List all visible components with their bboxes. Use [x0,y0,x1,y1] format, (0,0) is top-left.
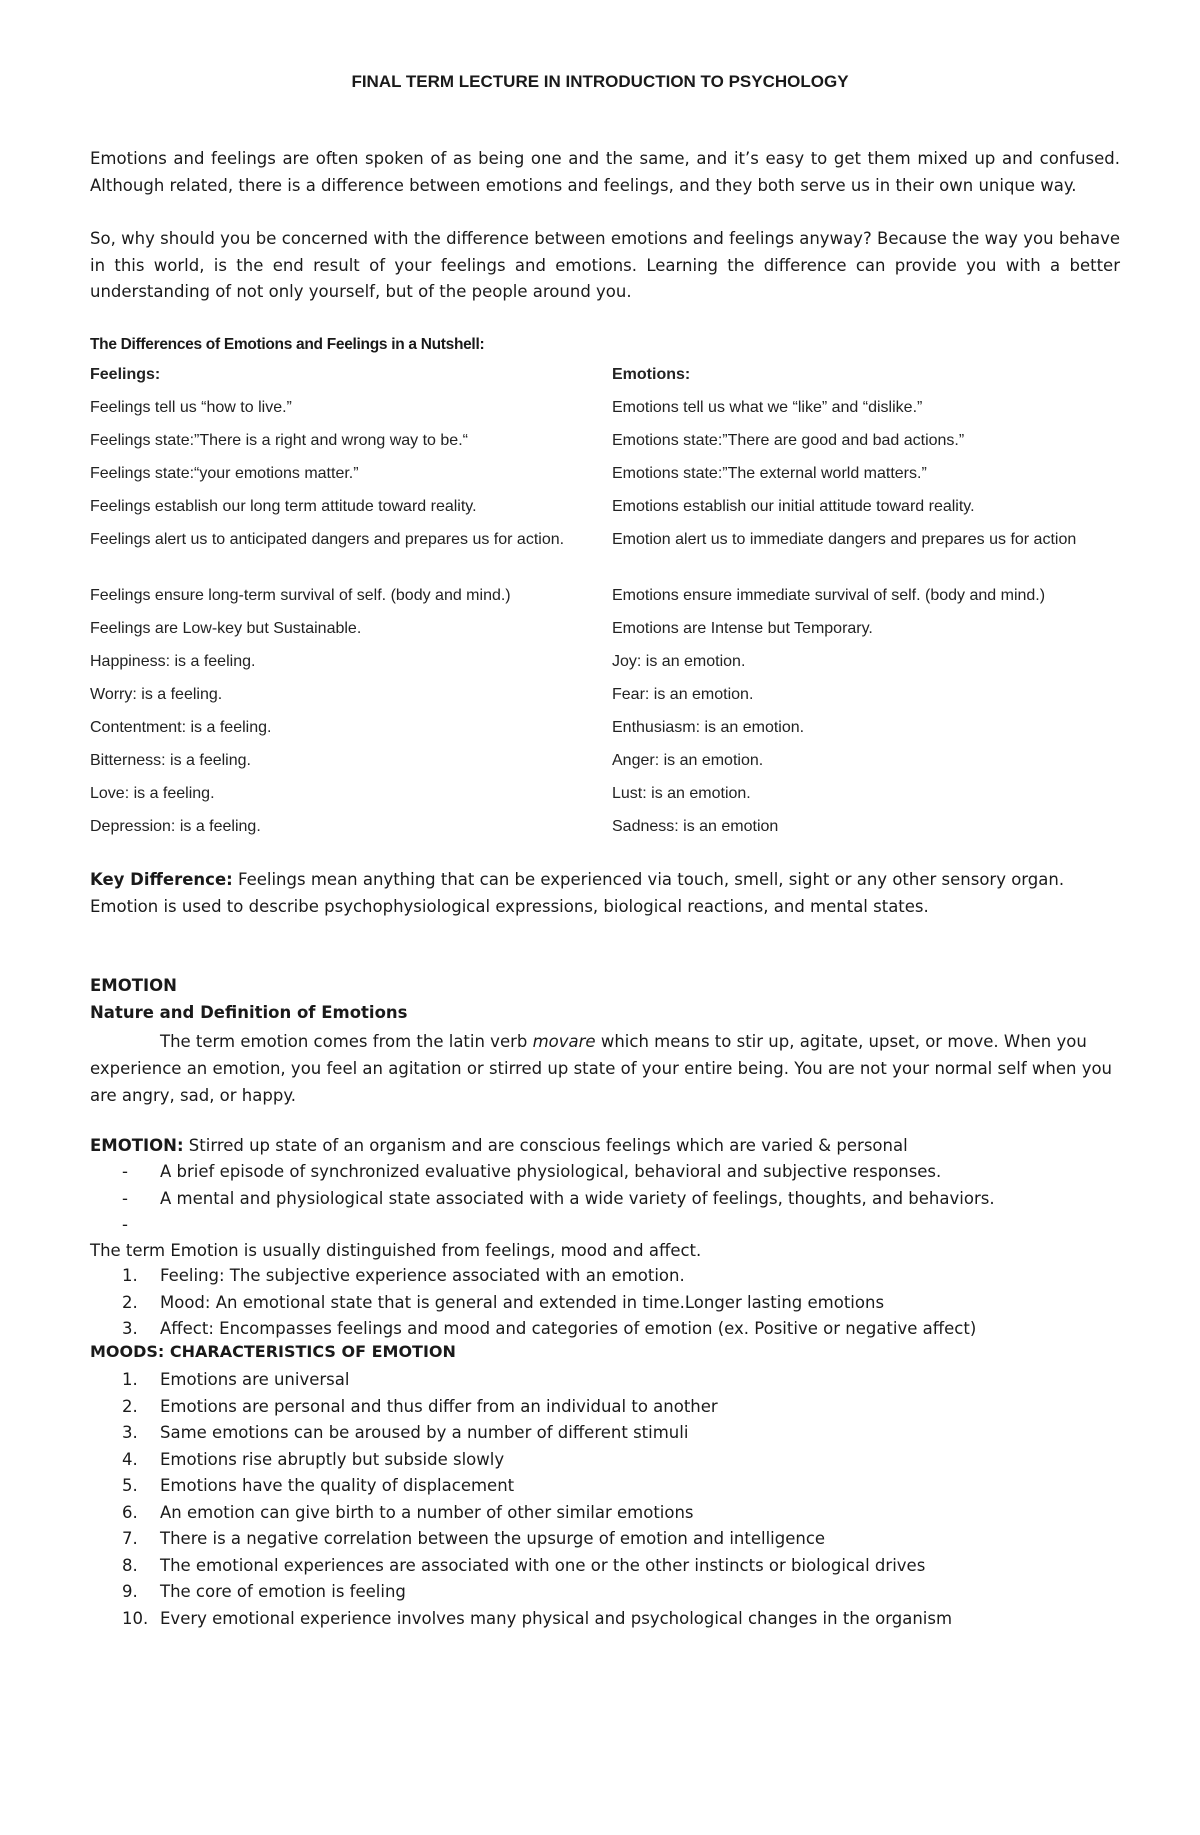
emotions-item: Emotions state:”The external world matters.” [612,465,927,482]
moods-heading: MOODS: CHARACTERISTICS OF EMOTION [90,1342,456,1361]
emotions-item: Lust: is an emotion. [612,785,751,802]
nature-text-start: The term emotion comes from the latin verb [160,1032,533,1051]
emotions-item: Enthusiasm: is an emotion. [612,719,805,736]
feelings-item: Happiness: is a feeling. [90,653,256,670]
list-item: - A mental and physiological state associated with a wide variety of feelings, thoughts, and behaviors. [90,1186,1120,1213]
key-difference-text: Feelings mean anything that can be experienced via touch, smell, sight or any other sensory organ. Emotion is used to describe psychophysiological expressions, biological reactions, and mental states. [90,870,1065,916]
distinguish-text: The term Emotion is usually distinguished from feelings, mood and affect. [90,1241,702,1260]
list-item: 5. Emotions have the quality of displacement [122,1476,515,1495]
emotions-item: Emotions state:”There are good and bad actions.” [612,432,965,449]
list-item: 8. The emotional experiences are associated with one or the other instincts or biological drives [122,1555,926,1575]
emotions-header: Emotions: [612,366,691,383]
dash-marker: - [122,1188,128,1208]
list-item: 9. The core of emotion is feeling [122,1582,406,1601]
feelings-item: Feelings are Low-key but Sustainable. [90,620,362,637]
dash-marker: - [122,1215,128,1234]
key-difference-label: Key Difference: [90,870,233,889]
emotions-item: Anger: is an emotion. [612,752,764,769]
key-difference [90,866,1120,920]
list-item: 4. Emotions rise abruptly but subside slowly [122,1449,505,1469]
emotion-heading: EMOTION [90,976,177,995]
list-item: 3. Same emotions can be aroused by a number of different stimuli [122,1423,689,1442]
feelings-item: Feelings alert us to anticipated dangers and prepares us for action. [90,531,565,548]
list-item: 7. There is a negative correlation between the upsurge of emotion and intelligence [122,1529,826,1548]
feelings-item: Feelings tell us “how to live.” [90,399,292,416]
list-item [90,1212,1120,1239]
dash-marker: - [122,1162,128,1181]
list-item: - A brief episode of synchronized evaluative physiological, behavioral and subjective responses. [90,1159,1120,1186]
nature-paragraph [90,1028,1120,1109]
list-item: 10. Every emotional experience involves many physical and psychological changes in the organism [122,1608,953,1628]
emotions-item: Emotions are Intense but Temporary. [612,620,873,637]
emotions-item: Emotions ensure immediate survival of self. (body and mind.) [612,587,1046,604]
emotions-item: Emotion alert us to immediate dangers and prepares us for action [612,531,1077,548]
definition-list [90,1159,1120,1239]
emotion-definition-text: Stirred up state of an organism and are conscious feelings which are varied & personal [183,1136,908,1155]
nature-definition-heading: Nature and Definition of Emotions [90,1003,408,1022]
emotion-definition [90,1132,1120,1159]
feelings-item: Love: is a feeling. [90,785,215,802]
list-item: 1. Emotions are universal [122,1370,350,1389]
list-item: 6. An emotion can give birth to a number of other similar emotions [122,1502,694,1522]
intro-paragraph-1: Emotions and feelings are often spoken of as being one and the same, and it’s easy to get them mixed up and confused. Although related, there is a difference between emotions and feelings, and they both serve us in their own unique way. [90,149,1120,195]
feelings-item: Depression: is a feeling. [90,818,261,835]
emotions-item: Fear: is an emotion. [612,686,754,703]
page-title: FINAL TERM LECTURE IN INTRODUCTION TO PSYCHOLOGY [351,72,849,91]
list-item: 2. Emotions are personal and thus differ from an individual to another [122,1396,718,1416]
nutshell-heading: The Differences of Emotions and Feelings in a Nutshell: [90,336,485,353]
feelings-item: Feelings establish our long term attitude toward reality. [90,498,477,515]
feelings-item: Feelings ensure long-term survival of self. (body and mind.) [90,587,511,604]
latin-verb: movare [532,1032,596,1051]
emotions-item: Sadness: is an emotion [612,818,779,835]
moods-list [90,1367,1130,1632]
feelings-item: Bitterness: is a feeling. [90,752,251,769]
distinguish-list [90,1263,1130,1343]
feelings-item: Contentment: is a feeling. [90,719,272,736]
list-item: 1. Feeling: The subjective experience associated with an emotion. [122,1266,685,1285]
list-item: 3. Affect: Encompasses feelings and mood and categories of emotion (ex. Positive or negative affect) [122,1319,977,1338]
emotions-item: Emotions establish our initial attitude toward reality. [612,498,975,515]
emotion-definition-label: EMOTION: [90,1136,184,1155]
feelings-header: Feelings: [90,366,161,383]
intro-paragraph-2: So, why should you be concerned with the difference between emotions and feelings anyway? Because the way you behave in this world, is the end result of your feelings and emotions. Learning the difference can provide you with a better understanding of not only yourself, but of the people around you. [90,229,1120,301]
feelings-item: Feelings state:”There is a right and wrong way to be.“ [90,432,468,449]
feelings-item: Worry: is a feeling. [90,686,223,703]
list-item: 2. Mood: An emotional state that is general and extended in time.Longer lasting emotions [122,1292,885,1312]
nature-text-end: which means to stir up, agitate, upset, or move. When you experience an emotion, you feel an agitation or stirred up state of your entire being. You are not your normal self when you are angry, sad, or happy. [90,1032,1113,1105]
emotions-item: Joy: is an emotion. [612,653,746,670]
feelings-item: Feelings state:“your emotions matter.” [90,465,359,482]
emotions-item: Emotions tell us what we “like” and “dislike.” [612,399,923,416]
